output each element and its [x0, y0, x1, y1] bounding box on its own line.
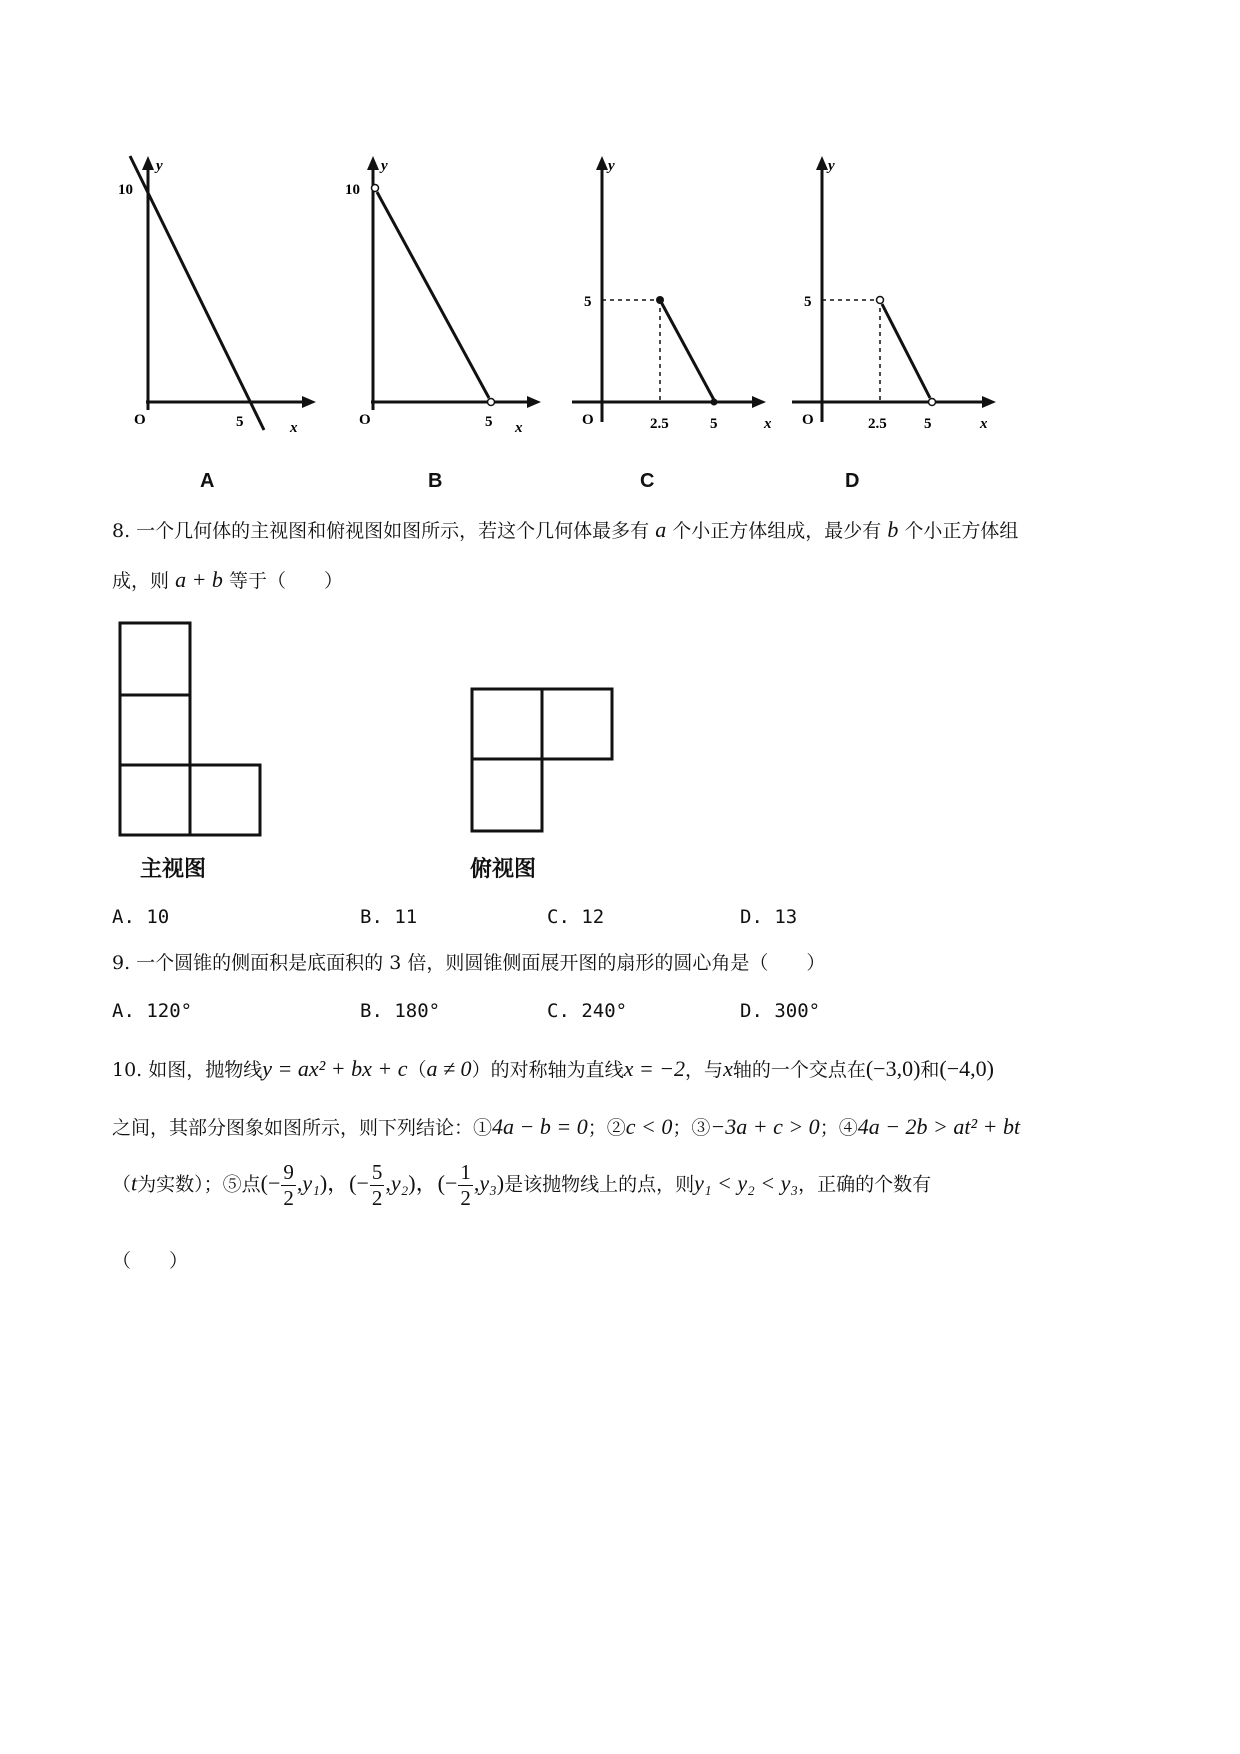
graph-d-plot [800, 160, 1020, 460]
q10-text: （ [112, 1173, 132, 1196]
q9-option-a: A. 120° [112, 1000, 193, 1022]
q10-close-paren: ) [496, 1170, 505, 1196]
q10-text: 为实数）；⑤点 [137, 1173, 261, 1196]
graph-a-line [130, 156, 264, 430]
front-view-diagram [112, 618, 272, 858]
q8-option-a: A. 10 [112, 906, 170, 928]
top-view-caption: 俯视图 [470, 857, 537, 882]
closed-endpoint [656, 296, 664, 304]
fraction-numerator: 1 [460, 1160, 471, 1184]
q9-option-b: B. 180° [360, 1000, 441, 1022]
fraction-numerator: 5 [371, 1160, 383, 1184]
x-tick-label: 5 [236, 414, 244, 430]
q10-open-paren: (− [437, 1170, 458, 1196]
front-view-caption: 主视图 [140, 857, 207, 882]
y-tick-label: 5 [804, 294, 812, 310]
graph-c-caption: C [640, 470, 655, 492]
graph-b-caption: B [428, 470, 443, 492]
q10-line-2 [112, 1114, 1020, 1140]
graph-c-line [660, 300, 714, 400]
graph-b-line [377, 192, 489, 398]
q10-text: ；③ [672, 1117, 711, 1139]
q10-line-3 [112, 1162, 931, 1209]
graph-a-caption: A [200, 470, 215, 492]
q8-option-d: D. 13 [740, 906, 798, 928]
q10-axis-eq: x = −2 [623, 1056, 686, 1081]
top-view-diagram [468, 685, 628, 855]
graph-b-plot [345, 158, 575, 460]
origin-label: O [582, 412, 594, 428]
q10-parabola-eq: y = ax² + bx + c [262, 1056, 408, 1081]
q8-option-b: B. 11 [360, 906, 418, 928]
q9-option-d: D. 300° [740, 1000, 821, 1022]
graph-c-plot [580, 160, 800, 460]
x-tick-mid-label: 2.5 [868, 416, 887, 432]
q8-text: 成，则 [112, 570, 170, 592]
fraction-denominator: 2 [460, 1186, 471, 1210]
q10-text: 和 [920, 1059, 940, 1081]
graph-a [118, 158, 350, 460]
x-axis-label: x [290, 420, 298, 436]
y-axis-label: y [156, 158, 163, 174]
q8-option-c: C. 12 [547, 906, 605, 928]
x-axis-label: x [980, 416, 988, 432]
q10-close-paren: )， [319, 1170, 350, 1196]
q9-text: 9. 一个圆锥的侧面积是底面积的 3 倍，则圆锥侧面展开图的扇形的圆心角是（ ） [112, 952, 826, 974]
q10-text: （ [407, 1059, 427, 1081]
q10-comma: , [473, 1170, 480, 1196]
q8-line-1 [112, 517, 1018, 543]
y-tick-label: 10 [118, 182, 133, 198]
fraction-numerator: 9 [283, 1160, 294, 1184]
x-tick-label: 5 [924, 416, 932, 432]
graph-b [345, 158, 575, 460]
q10-text: ）的对称轴为直线 [471, 1059, 624, 1081]
graph-d-caption: D [845, 470, 860, 492]
graph-d [800, 160, 1020, 460]
q8-expr: a + b [175, 567, 223, 592]
y-tick-label: 5 [584, 294, 592, 310]
q10-line-1 [112, 1056, 994, 1082]
q10-fraction-3 [458, 1162, 473, 1209]
q10-fraction-2 [370, 1162, 385, 1209]
y-tick-label: 10 [345, 182, 360, 198]
open-endpoint [929, 399, 936, 406]
fraction-denominator: 2 [283, 1186, 294, 1210]
graph-c [580, 160, 800, 460]
q10-comma: , [385, 1170, 391, 1196]
q10-text: ；② [587, 1117, 626, 1139]
q10-text: ，与 [685, 1059, 724, 1081]
q10-y1: y₁ [302, 1170, 320, 1196]
open-endpoint [877, 297, 884, 304]
q10-open-paren: (− [260, 1170, 281, 1196]
q10-y3: y₃ [479, 1170, 497, 1196]
q10-text: ；④ [819, 1117, 858, 1139]
q8-line-2 [112, 567, 343, 593]
q10-text: 是该抛物线上的点，则 [504, 1173, 695, 1196]
origin-label: O [134, 412, 146, 428]
q10-answer-blank: （ ） [112, 1250, 189, 1272]
q8-var-b: b [887, 517, 899, 542]
q10-conclusion-3: −3a + c > 0 [710, 1114, 820, 1139]
q10-text: ，正确的个数有 [798, 1173, 932, 1196]
x-tick-label: 5 [710, 416, 718, 432]
y-axis-label: y [828, 158, 835, 174]
q10-comma: , [296, 1170, 303, 1196]
fraction-denominator: 2 [371, 1186, 383, 1210]
graph-d-line [882, 304, 930, 398]
graph-a-plot [118, 158, 350, 460]
origin-label: O [802, 412, 814, 428]
q10-close-paren: )， [408, 1170, 438, 1196]
q10-var-x: x [723, 1056, 733, 1081]
q10-var-t: t [131, 1170, 138, 1196]
q10-inequality: y₁ < y₂ < y₃ [694, 1170, 799, 1196]
x-tick-label: 5 [485, 414, 493, 430]
y-axis-label: y [608, 158, 615, 174]
x-axis-label: x [764, 416, 772, 432]
q10-conclusion-1: 4a − b = 0 [492, 1114, 588, 1139]
y-axis-label: y [381, 158, 388, 174]
q10-conclusion-4: 4a − 2b > at² + bt [857, 1114, 1021, 1139]
q9-option-c: C. 240° [547, 1000, 628, 1022]
q10-fraction-1 [281, 1162, 296, 1209]
q10-text: 轴的一个交点在 [732, 1059, 866, 1081]
x-tick-mid-label: 2.5 [650, 416, 669, 432]
q8-text: 8. 一个几何体的主视图和俯视图如图所示，若这个几何体最多有 [112, 520, 650, 542]
q10-open-paren: (− [349, 1170, 369, 1196]
q10-text: 之间，其部分图象如图所示，则下列结论：① [112, 1117, 493, 1139]
q8-text: 等于（ ） [228, 570, 343, 592]
q10-point-1: (−3,0) [865, 1056, 921, 1081]
q10-conclusion-2: c < 0 [625, 1114, 673, 1139]
q10-y2: y₂ [390, 1170, 409, 1196]
closed-endpoint [711, 399, 718, 406]
q10-point-2: (−4,0) [939, 1056, 994, 1081]
q8-var-a: a [655, 517, 667, 542]
origin-label: O [359, 412, 371, 428]
open-endpoint [372, 185, 379, 192]
open-endpoint [488, 399, 495, 406]
q8-text: 个小正方体组成，最少有 [672, 520, 882, 542]
q10-text: 10. 如图，抛物线 [112, 1059, 263, 1081]
x-axis-label: x [515, 420, 523, 436]
q10-condition: a ≠ 0 [426, 1056, 472, 1081]
q8-text: 个小正方体组 [904, 520, 1019, 542]
